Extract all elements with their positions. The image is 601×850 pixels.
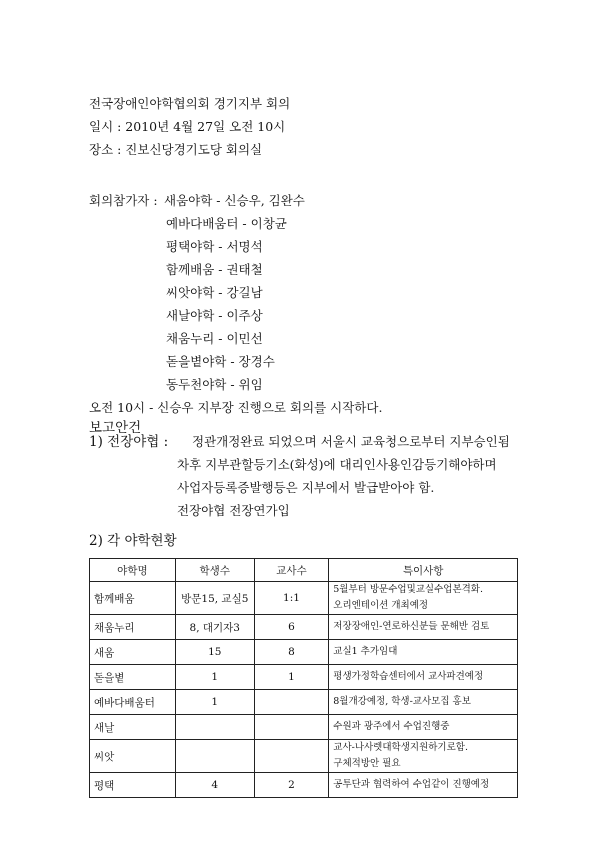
table-row [90,690,518,715]
table-row [90,715,518,740]
school-name-cell: 채움누리 [90,615,176,640]
teachers-cell: 1 [254,665,329,690]
item1-line: 전장야협 전장연가입 [177,503,290,518]
school-name-cell: 새움 [90,640,176,665]
note-line: 교사-나사렛대학생지원하기로함. [333,742,468,753]
attendee-item: 예바다배움터 - 이창균 [166,216,287,231]
attendee-item: 평택야학 - 서명석 [166,239,263,254]
opening-line: 오전 10시 - 신승우 지부장 진행으로 회의를 시작하다. [89,400,383,415]
table-row [90,665,518,690]
note-line: 5월부터 방문수업및교실수업본격화. [333,584,484,595]
table-row [90,640,518,665]
teachers-cell: 2 [254,773,329,798]
attendee-item: 씨앗야학 - 강길남 [166,285,263,300]
teachers-cell: 6 [254,615,329,640]
item1-line: 차후 지부관할등기소(화성)에 대리인사용인감등기해야하며 [177,457,497,472]
students-cell: 4 [175,773,254,798]
item1-line: 사업자등록증발행등은 지부에서 발급받아야 함. [177,480,435,495]
column-header: 학생수 [175,559,254,582]
students-cell [175,715,254,740]
students-cell: 15 [175,640,254,665]
item1-label: 1) 전장야협 : [89,434,169,450]
notes-cell: 평생가정학습센터에서 교사파견예정 [329,665,518,690]
teachers-cell: 8 [254,640,329,665]
attendee-item: 돋을볕야학 - 장경수 [166,354,275,369]
students-cell: 1 [175,690,254,715]
note-line: 오리엔테이션 개최예정 [333,600,429,611]
students-cell: 방문15, 교실5 [175,582,254,615]
table-row [90,615,518,640]
attendee-item: 함께배움 - 권태철 [166,262,263,277]
notes-cell [329,740,518,773]
table-row [90,582,518,615]
teachers-cell [254,715,329,740]
report-heading: 보고안건 [89,420,142,436]
school-name-cell: 씨앗 [90,740,176,773]
table-row [90,740,518,773]
school-name-cell: 새날 [90,715,176,740]
school-name-cell: 평택 [90,773,176,798]
meeting-title: 전국장애인야학협의회 경기지부 회의 [89,96,291,111]
students-cell: 1 [175,665,254,690]
night-school-status-table [89,558,518,798]
attendee-item: 채움누리 - 이민선 [166,331,263,346]
attendee-item: 동두천야학 - 위임 [166,377,263,392]
teachers-cell: 1:1 [254,582,329,615]
school-name-cell: 예바다배움터 [90,690,176,715]
notes-cell: 교실1 추가임대 [329,640,518,665]
notes-cell [329,582,518,615]
attendee-item: 새날야학 - 이주상 [166,308,263,323]
table-header-row [90,559,518,582]
notes-cell: 수원과 광주에서 수업진행중 [329,715,518,740]
meeting-datetime: 일시 : 2010년 4월 27일 오전 10시 [89,119,286,134]
item2-label: 2) 각 야학현황 [89,533,177,549]
note-line: 구체적방안 필요 [333,758,401,769]
item1-line: 정관개정완료 되었으며 서울시 교육청으로부터 지부승인됨 [192,434,510,449]
teachers-cell [254,690,329,715]
meeting-place: 장소 : 진보신당경기도당 회의실 [89,142,263,157]
school-name-cell: 돋을볕 [90,665,176,690]
attendees-label: 회의참가자 : [89,193,158,208]
notes-cell: 공투단과 협력하여 수업같이 진행예정 [329,773,518,798]
table-row [90,773,518,798]
column-header: 특이사항 [329,559,518,582]
school-name-cell: 함께배움 [90,582,176,615]
column-header: 교사수 [254,559,329,582]
column-header: 야학명 [90,559,176,582]
teachers-cell [254,740,329,773]
notes-cell: 저장장애인-연로하신분들 문해반 검토 [329,615,518,640]
students-cell [175,740,254,773]
notes-cell: 8월개강예정, 학생-교사모집 홍보 [329,690,518,715]
attendee-item: 새움야학 - 신승우, 김완수 [164,193,305,208]
students-cell: 8, 대기자3 [175,615,254,640]
